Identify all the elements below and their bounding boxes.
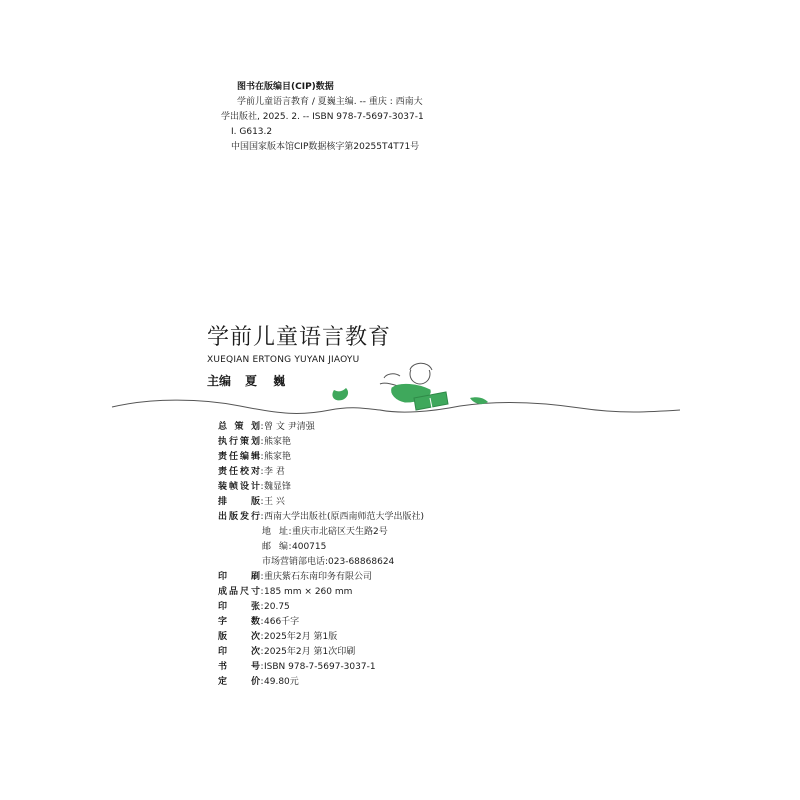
credit-label: 印刷 [218, 572, 260, 582]
credit-row: 出版发行 : 西南大学出版社(原西南师范大学出版社) [218, 510, 424, 525]
credit-row: 责任编辑 : 熊家艳 [218, 450, 424, 465]
credit-value: 西南大学出版社(原西南师范大学出版社) [264, 512, 425, 522]
credit-value: 曾 文 尹清强 [264, 422, 315, 432]
credit-row: 总策划 : 曾 文 尹清强 [218, 420, 424, 435]
credit-label: 版次 [218, 632, 260, 642]
credit-label: 排版 [218, 497, 260, 507]
credit-value: 重庆紫石东南印务有限公司 [264, 572, 373, 582]
phone-value: 市场营销部电话:023-68868624 [262, 557, 395, 567]
credit-value: 王 兴 [264, 497, 285, 507]
cip-heading: 图书在版编目(CIP)数据 [237, 82, 334, 92]
book-subtitle-pinyin: XUEQIAN ERTONG YUYAN JIAOYU [207, 355, 360, 365]
postcode-label: 邮编 [262, 542, 288, 552]
credit-value: 20.75 [264, 602, 290, 612]
credit-label: 总策划 [218, 422, 260, 432]
credit-label: 装帧设计 [218, 482, 260, 492]
credit-value: 熊家艳 [264, 437, 292, 447]
credit-value: 李 君 [264, 467, 285, 477]
reading-girl-icon [380, 363, 448, 410]
cip-line: 学前儿童语言教育 / 夏巍主编. -- 重庆 : 西南大 [237, 97, 423, 107]
credit-row: 印刷 : 重庆紫石东南印务有限公司 [218, 570, 424, 585]
credit-value: 魏显锋 [264, 482, 292, 492]
credit-value: 2025年2月 第1版 [264, 632, 338, 642]
postcode-value: 400715 [292, 542, 327, 552]
credit-row: 字数 : 466千字 [218, 615, 424, 630]
cip-data-block [221, 80, 461, 155]
credit-label: 印张 [218, 602, 260, 612]
credit-value: 49.80元 [264, 677, 299, 687]
credit-row: 版次 : 2025年2月 第1版 [218, 630, 424, 645]
cip-line: 学出版社, 2025. 2. -- ISBN 978-7-5697-3037-1 [221, 112, 424, 122]
credit-label: 责任校对 [218, 467, 260, 477]
credit-value: 熊家艳 [264, 452, 292, 462]
cip-line: 中国国家版本馆CIP数据核字第20255T4T71号 [231, 142, 420, 152]
book-title: 学前儿童语言教育 [207, 325, 392, 350]
colophon [218, 420, 424, 690]
credit-row: 印次 : 2025年2月 第1次印刷 [218, 645, 424, 660]
credit-label: 书号 [218, 662, 260, 672]
credit-row: 执行策划 : 熊家艳 [218, 435, 424, 450]
address-label: 地址 [262, 527, 288, 537]
credit-row: 责任校对 : 李 君 [218, 465, 424, 480]
credit-row: 装帧设计 : 魏显锋 [218, 480, 424, 495]
credit-row: 书号 : ISBN 978-7-5697-3037-1 [218, 660, 424, 675]
leaf-icon [332, 388, 348, 400]
credit-label: 成品尺寸 [218, 587, 260, 597]
credit-label: 字数 [218, 617, 260, 627]
credit-row: 成品尺寸 : 185 mm × 260 mm [218, 585, 424, 600]
credit-row: 定价 : 49.80元 [218, 675, 424, 690]
editor-name: 夏 巍 [245, 374, 292, 388]
leaf-icon [470, 397, 488, 404]
publisher-phone-row [218, 555, 424, 570]
credit-label: 责任编辑 [218, 452, 260, 462]
cip-line: Ⅰ. G613.2 [231, 127, 273, 137]
credit-label: 执行策划 [218, 437, 260, 447]
credit-label: 出版发行 [218, 512, 260, 522]
credit-label: 定价 [218, 677, 260, 687]
credit-label: 印次 [218, 647, 260, 657]
editor-label: 主编 [207, 374, 232, 388]
credit-row: 印张 : 20.75 [218, 600, 424, 615]
wave-line [112, 400, 680, 413]
publisher-address-row: 地址 : 重庆市北碚区天生路2号 [218, 525, 424, 540]
publisher-postcode-row: 邮编 : 400715 [218, 540, 424, 555]
address-value: 重庆市北碚区天生路2号 [292, 527, 388, 537]
credit-value: 466千字 [264, 617, 300, 627]
credit-row: 排版 : 王 兴 [218, 495, 424, 510]
credit-value: ISBN 978-7-5697-3037-1 [264, 662, 376, 672]
credit-value: 185 mm × 260 mm [264, 587, 353, 597]
credit-value: 2025年2月 第1次印刷 [264, 647, 356, 657]
